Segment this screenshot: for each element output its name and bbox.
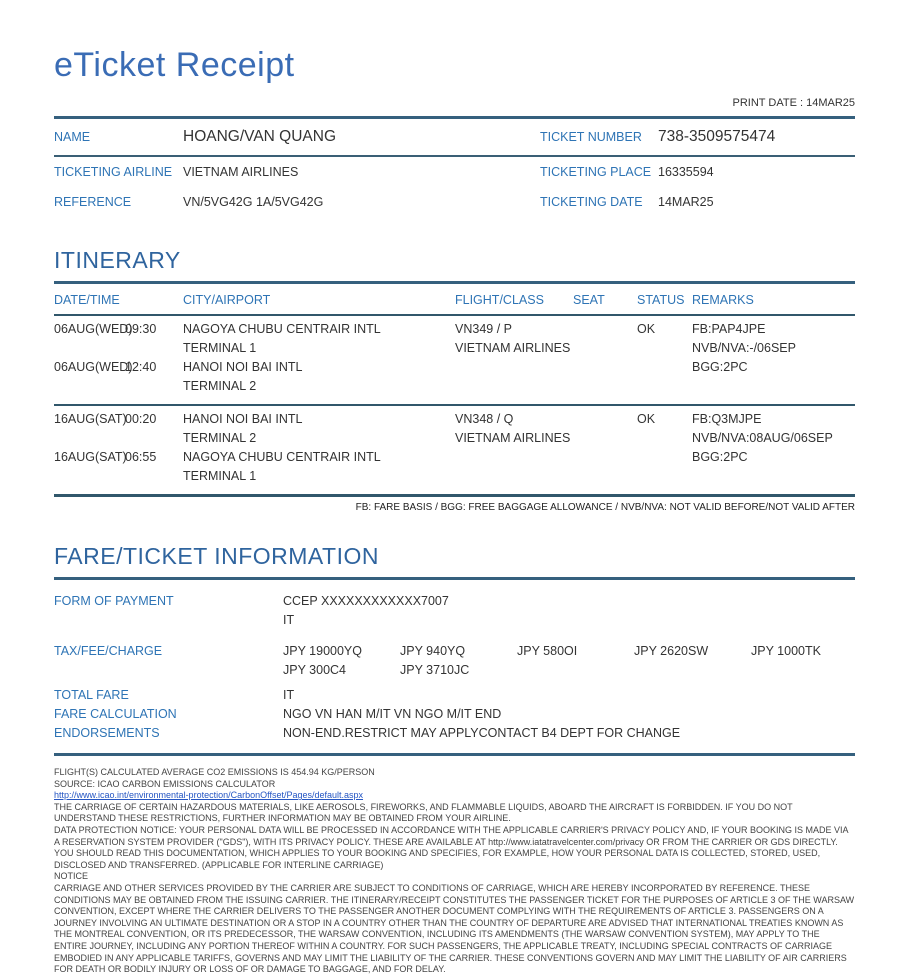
total-fare-row <box>54 686 855 705</box>
arrival-airport: HANOI NOI BAI INTL <box>183 360 303 374</box>
arrival-time: 06:55 <box>125 450 157 464</box>
name-label: NAME <box>54 130 91 144</box>
payment-card-number: CCEP XXXXXXXXXXXX7007 <box>283 594 449 608</box>
tax-item: JPY 2620SW <box>634 644 709 658</box>
fare-information-heading: FARE/TICKET INFORMATION <box>54 543 379 569</box>
fare-calculation-label: FARE CALCULATION <box>54 707 177 721</box>
carbon-offset-link-line <box>54 790 855 802</box>
operating-airline: VIETNAM AIRLINES <box>455 341 571 355</box>
fare-heading-underline <box>54 577 855 580</box>
ticketing-date-label: TICKETING DATE <box>540 195 643 209</box>
ticketing-airline-label: TICKETING AIRLINE <box>54 165 173 179</box>
spacer <box>54 630 855 642</box>
arrival-terminal: TERMINAL 2 <box>183 379 257 393</box>
departure-date: 16AUG(SAT) <box>54 412 127 426</box>
conditions-of-carriage-notice: CARRIAGE AND OTHER SERVICES PROVIDED BY THE CARRIER ARE SUBJECT TO CONDITIONS OF CARRIAGE, WHICH ARE HEREBY INCORPORATED BY REFERENCE. THESE CONDITIONS MAY BE OBTAINED FROM THE ISSUING CARRIER. THE ITINERARY/RECEIPT CONSTITUTES THE PASSENGER TICKET FOR THE PURPOSES OF ARTICLE 3 OF THE WARSAW CONVENTION, EXCEPT WHERE THE CARRIER DELIVERS TO THE PASSENGER ANOTHER DOCUMENT COMPLYING WITH THE REQUIREMENTS OF ARTICLE 3. PASSENGERS ON A JOURNEY INVOLVING AN ULTIMATE DESTINATION OR A STOP IN A COUNTRY OTHER THAN THE COUNTRY OF DEPARTURE ARE ADVISED THAT INTERNATIONAL TREATIES KNOWN AS THE MONTREAL CONVENTION, OR ITS PREDECESSOR, THE WARSAW CONVENTION, INCLUDING ITS AMENDMENTS (THE WARSAW CONVENTION SYSTEM), MAY APPLY TO THE ENTIRE JOURNEY, INCLUDING ANY PORTION THEREOF WITHIN A COUNTRY. FOR SUCH PASSENGERS, THE APPLICABLE TREATY, INCLUDING SPECIAL CONTRACTS OF CARRIAGE EMBODIED IN ANY APPLICABLE TARIFFS, GOVERNS AND MAY LIMIT THE LIABILITY OF THE CARRIER. THESE CONVENTIONS GOVERN AND MAY LIMIT THE LIABILITY OF AIR CARRIERS FOR DEATH OR BODILY INJURY OR LOSS OF OR DAMAGE TO BAGGAGE, AND FOR DELAY. <box>54 882 855 975</box>
tax-item: JPY 580OI <box>517 644 578 658</box>
fare-calculation-value: NGO VN HAN M/IT VN NGO M/IT END <box>283 707 502 721</box>
print-date: PRINT DATE : 14MAR25 <box>732 97 855 109</box>
departure-time: 00:20 <box>125 412 157 426</box>
remark-baggage: BGG:2PC <box>692 360 748 374</box>
tax-item: JPY 940YQ <box>400 644 466 658</box>
page-title: eTicket Receipt <box>54 46 295 84</box>
form-of-payment-label: FORM OF PAYMENT <box>54 594 174 608</box>
eticket-receipt-document <box>0 46 909 976</box>
departure-time: 09:30 <box>125 322 157 336</box>
tax-line <box>283 661 868 680</box>
endorsements-row <box>54 724 855 743</box>
tax-fee-charge-row <box>54 642 855 680</box>
total-fare-value: IT <box>283 688 295 702</box>
tax-fee-charge-label: TAX/FEE/CHARGE <box>54 644 163 658</box>
remark-validity: NVB/NVA:08AUG/06SEP <box>692 431 833 445</box>
arrival-date: 16AUG(SAT) <box>54 450 127 464</box>
passenger-row <box>54 187 855 217</box>
endorsements-value: NON-END.RESTRICT MAY APPLYCONTACT B4 DEPT FOR CHANGE <box>283 726 681 740</box>
itinerary-abbreviations-footnote: FB: FARE BASIS / BGG: FREE BAGGAGE ALLOWANCE / NVB/NVA: NOT VALID BEFORE/NOT VALID AFTER <box>355 502 855 513</box>
ticket-number-label: TICKET NUMBER <box>540 130 642 144</box>
remark-validity: NVB/NVA:-/06SEP <box>692 341 796 355</box>
remark-fare-basis: FB:Q3MJPE <box>692 412 762 426</box>
passenger-row <box>54 157 855 187</box>
departure-terminal: TERMINAL 2 <box>183 431 257 445</box>
col-date-time: DATE/TIME <box>54 293 120 307</box>
hazardous-materials-notice: THE CARRIAGE OF CERTAIN HAZARDOUS MATERIALS, LIKE AEROSOLS, FIREWORKS, AND FLAMMABLE LIQUIDS, ABOARD THE AIRCRAFT IS FORBIDDEN. IF YOU DO NOT UNDERSTAND THESE RESTRICTIONS, FURTHER INFORMATION MAY BE OBTAINED FROM YOUR AIRLINE. <box>54 801 793 824</box>
fare-information-table <box>54 592 855 743</box>
emissions-source-line: SOURCE: ICAO CARBON EMISSIONS CALCULATOR <box>54 778 276 789</box>
carbon-offset-link[interactable]: http://www.icao.int/environmental-protection/CarbonOffset/Pages/default.aspx <box>54 790 364 801</box>
itinerary-column-headers <box>54 284 855 316</box>
form-of-payment-value <box>283 592 855 630</box>
form-of-payment-row <box>54 592 855 630</box>
reference-value: VN/5VG42G 1A/5VG42G <box>183 195 324 209</box>
arrival-terminal: TERMINAL 1 <box>183 469 257 483</box>
itinerary-heading: ITINERARY <box>54 247 181 273</box>
data-protection-notice: DATA PROTECTION NOTICE: YOUR PERSONAL DATA WILL BE PROCESSED IN ACCORDANCE WITH THE APPLICABLE CARRIER'S PRIVACY POLICY AND, IF YOUR BOOKING IS MADE VIA A RESERVATION SYSTEM PROVIDER ("GDS"), WITH ITS PRIVACY POLICY. THESE ARE AVAILABLE AT http://www.iatatravelcenter.com/privacy OR FROM THE CARRIER OR GDS DIRECTLY. YOU SHOULD READ THIS DOCUMENTATION, WHICH APPLIES TO YOUR BOOKING AND SPECIFIES, FOR EXAMPLE, HOW YOUR PERSONAL DATA IS COLLECTED, STORED, USED, DISCLOSED AND TRANSFERRED. (APPLICABLE FOR INTERLINE CARRIAGE) <box>54 824 849 870</box>
passenger-row <box>54 119 855 157</box>
arrival-date: 06AUG(WED) <box>54 360 133 374</box>
tax-item: JPY 3710JC <box>400 663 470 677</box>
remark-fare-basis: FB:PAP4JPE <box>692 322 766 336</box>
departure-airport: HANOI NOI BAI INTL <box>183 412 303 426</box>
operating-airline: VIETNAM AIRLINES <box>455 431 571 445</box>
col-remarks: REMARKS <box>692 293 754 307</box>
arrival-airport: NAGOYA CHUBU CENTRAIR INTL <box>183 450 381 464</box>
col-city-airport: CITY/AIRPORT <box>183 293 271 307</box>
flight-number: VN349 / P <box>455 322 512 336</box>
tax-fee-charge-values <box>283 642 868 680</box>
departure-terminal: TERMINAL 1 <box>183 341 257 355</box>
remark-baggage: BGG:2PC <box>692 450 748 464</box>
ticketing-airline-value: VIETNAM AIRLINES <box>183 165 299 179</box>
departure-airport: NAGOYA CHUBU CENTRAIR INTL <box>183 322 381 336</box>
tax-item: JPY 19000YQ <box>283 644 362 658</box>
ticket-number-value: 738-3509575474 <box>658 128 776 145</box>
passenger-info-table <box>54 119 855 217</box>
col-seat: SEAT <box>573 293 605 307</box>
tax-item: JPY 1000TK <box>751 644 821 658</box>
segment-status: OK <box>637 322 656 336</box>
notice-label: NOTICE <box>54 871 89 882</box>
tax-item: JPY 300C4 <box>283 663 347 677</box>
legal-fine-print <box>54 767 855 976</box>
payment-it-code: IT <box>283 613 295 627</box>
ticketing-place-label: TICKETING PLACE <box>540 165 652 179</box>
departure-date: 06AUG(WED) <box>54 322 133 336</box>
col-status: STATUS <box>637 293 685 307</box>
arrival-time: 12:40 <box>125 360 157 374</box>
col-flight-class: FLIGHT/CLASS <box>455 293 544 307</box>
endorsements-label: ENDORSEMENTS <box>54 726 160 740</box>
ticketing-place-value: 16335594 <box>658 165 714 179</box>
reference-label: REFERENCE <box>54 195 132 209</box>
ticketing-date-value: 14MAR25 <box>658 195 714 209</box>
passenger-name-value: HOANG/VAN QUANG <box>183 128 337 145</box>
itinerary-segment <box>54 316 855 406</box>
segment-status: OK <box>637 412 656 426</box>
tax-line <box>283 642 868 661</box>
co2-emissions-line: FLIGHT(S) CALCULATED AVERAGE CO2 EMISSIONS IS 454.94 KG/PERSON <box>54 767 375 777</box>
total-fare-label: TOTAL FARE <box>54 688 129 702</box>
itinerary-segment <box>54 406 855 497</box>
flight-number: VN348 / Q <box>455 412 514 426</box>
fare-section-divider <box>54 753 855 756</box>
fare-calculation-row <box>54 705 855 724</box>
